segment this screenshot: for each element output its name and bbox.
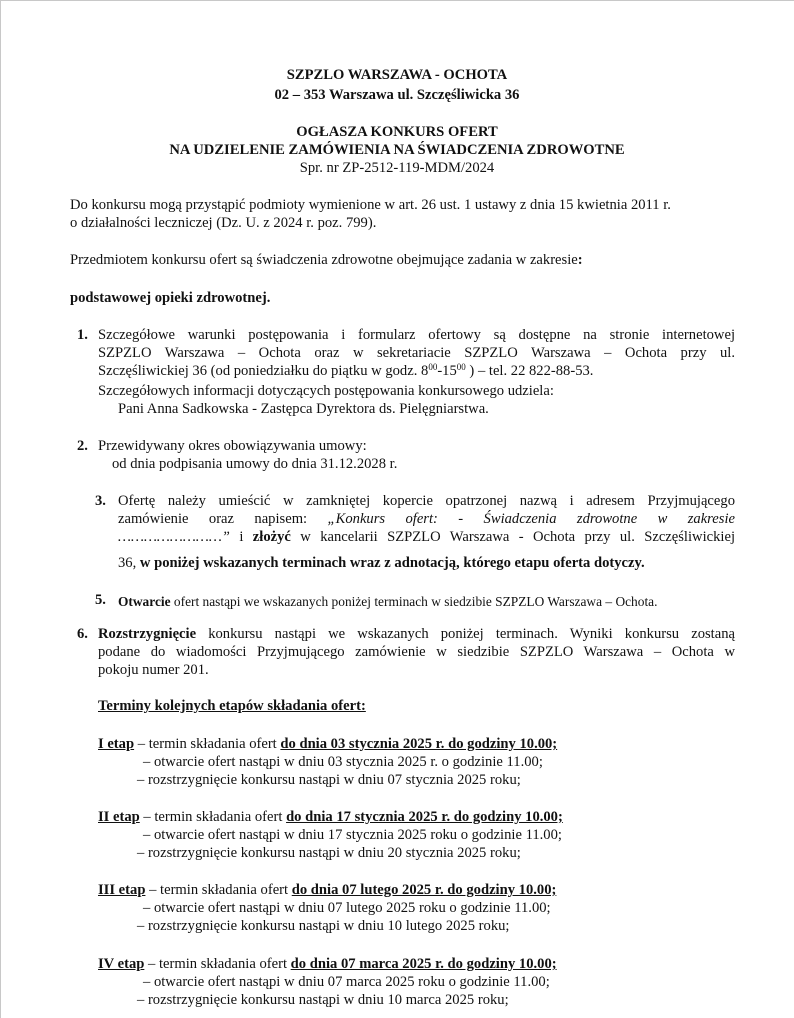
stage-text: – termin składania ofert [144,956,291,972]
intro-line: Do konkursu mogą przystąpić podmioty wymienione w art. 26 ust. 1 ustawy z dnia 15 kwietnia 2011 r. [70,197,671,213]
stage-opening: – otwarcie ofert nastąpi w dniu 17 stycznia 2025 roku o godzinie 11.00; [143,827,562,843]
stage-deadline-date: do dnia 07 lutego 2025 r. do godziny 10.00; [291,882,557,898]
item-6-line: pokoju numer 201. [98,662,209,678]
item-1-line: SZPZLO Warszawa – Ochota oraz w sekretariacie SZPZLO Warszawa – Ochota przy ul. [98,345,735,361]
stage-opening: – otwarcie ofert nastąpi w dniu 07 lutego 2025 roku o godzinie 11.00; [143,900,551,916]
stage-result: – rozstrzygnięcie konkursu nastąpi w dniu 20 stycznia 2025 roku; [137,845,521,861]
announcement-title: OGŁASZA KONKURS OFERT [296,124,498,140]
stage-opening: – otwarcie ofert nastąpi w dniu 07 marca 2025 roku o godzinie 11.00; [143,974,550,990]
item-3-text: w kancelarii SZPZLO Warszawa - Ochota przy ul. Szczęśliwickiej [290,529,735,545]
item-5-bold: Otwarcie [118,594,171,609]
subject-scope: podstawowej opieki zdrowotnej. [70,290,271,306]
hours-text: Szczęśliwickiej 36 (od poniedziałku do piątku w godz. 8 [98,363,429,379]
contact-person: Pani Anna Sadkowska - Zastępca Dyrektora ds. Pielęgniarstwa. [118,401,489,417]
subject-colon: : [577,252,583,268]
item-1-line: Szczegółowych informacji dotyczących postępowania konkursowego udziela: [98,383,554,399]
item-number: 6. [77,626,88,642]
item-1-hours [98,363,593,380]
org-name: SZPZLO WARSZAWA - OCHOTA [286,67,508,83]
item-3-italic: „Konkurs ofert: - Świadczenia zdrowotne w zakresie [327,511,735,527]
stage-deadline [98,736,557,753]
hours-sup: 00 [428,362,438,372]
subject-label: Przedmiotem konkursu ofert są świadczenia zdrowotne obejmujące zadania w zakresie [70,252,578,268]
stage-result: – rozstrzygnięcie konkursu nastąpi w dniu 10 marca 2025 roku; [137,992,509,1008]
schedule-heading: Terminy kolejnych etapów składania ofert: [98,698,366,714]
item-6-text: konkursu nastąpi we wskazanych poniżej terminach. Wyniki konkursu zostaną [196,626,735,642]
stage-deadline [98,809,563,826]
item-6-line [98,626,735,643]
stage-label: III etap [98,882,146,898]
item-3-line [118,529,735,546]
stage-opening: – otwarcie ofert nastąpi w dniu 03 stycznia 2025 r. o godzinie 11.00; [143,754,543,770]
stage-text: – termin składania ofert [134,736,281,752]
item-1-line: Szczegółowe warunki postępowania i formularz ofertowy są dostępne na stronie internetowej [98,327,735,343]
item-3-bold: złożyć [252,529,291,545]
item-6-line: podane do wiadomości Przyjmującego zamówienie w siedzibie SZPZLO Warszawa – Ochota w [98,644,735,660]
hours-sup: 00 [456,362,466,372]
stage-deadline-date: do dnia 17 stycznia 2025 r. do godziny 10.00; [286,809,563,825]
item-3-line [118,511,735,528]
item-number: 3. [95,493,106,509]
stage-label: II etap [98,809,140,825]
contract-period: od dnia podpisania umowy do dnia 31.12.2028 r. [112,456,398,472]
item-3-bold: w poniżej wskazanych terminach wraz z adnotacją, którego etapu oferta dotyczy. [139,555,645,571]
stage-deadline-date: do dnia 03 stycznia 2025 r. do godziny 10.00; [280,736,558,752]
item-3-text: zamówienie oraz napisem: [118,511,328,527]
stage-label: I etap [98,736,135,752]
hours-text: ) – tel. 22 822-88-53. [465,363,594,379]
stage-text: – termin składania ofert [139,809,287,825]
announcement-subtitle: NA UDZIELENIE ZAMÓWIENIA NA ŚWIADCZENIA ZDROWOTNE [169,142,625,158]
item-2-line: Przewidywany okres obowiązywania umowy: [98,438,367,454]
stage-result: – rozstrzygnięcie konkursu nastąpi w dniu 10 lutego 2025 roku; [137,918,510,934]
item-3-text: i [229,529,253,545]
item-5-line [118,593,657,610]
stage-deadline [98,956,557,973]
item-number: 5. [95,592,106,608]
intro-line: o działalności leczniczej (Dz. U. z 2024 r. poz. 799). [70,215,377,231]
item-5-text: ofert nastąpi we wskazanych poniżej terminach w siedzibie SZPZLO Warszawa – Ochota. [170,594,658,609]
stage-result: – rozstrzygnięcie konkursu nastąpi w dniu 07 stycznia 2025 roku; [137,772,521,788]
stage-label: IV etap [98,956,145,972]
item-6-bold: Rozstrzygnięcie [98,626,197,642]
item-3-text: 36, [118,555,140,571]
page-edge [0,0,794,1]
reference-number: Spr. nr ZP-2512-119-MDM/2024 [299,160,495,176]
stage-deadline [98,882,556,899]
hours-text: -15 [437,363,457,379]
org-address: 02 – 353 Warszawa ul. Szczęśliwicka 36 [274,87,520,103]
stage-deadline-date: do dnia 07 marca 2025 r. do godziny 10.00; [290,956,557,972]
item-number: 1. [77,327,88,343]
item-3-line: Ofertę należy umieścić w zamkniętej kopercie opatrzonej nazwą i adresem Przyjmującego [118,493,735,509]
item-3-line [118,555,645,572]
subject-text [70,252,583,269]
item-3-italic: ……………………” [118,529,230,545]
stage-text: – termin składania ofert [145,882,292,898]
item-number: 2. [77,438,88,454]
